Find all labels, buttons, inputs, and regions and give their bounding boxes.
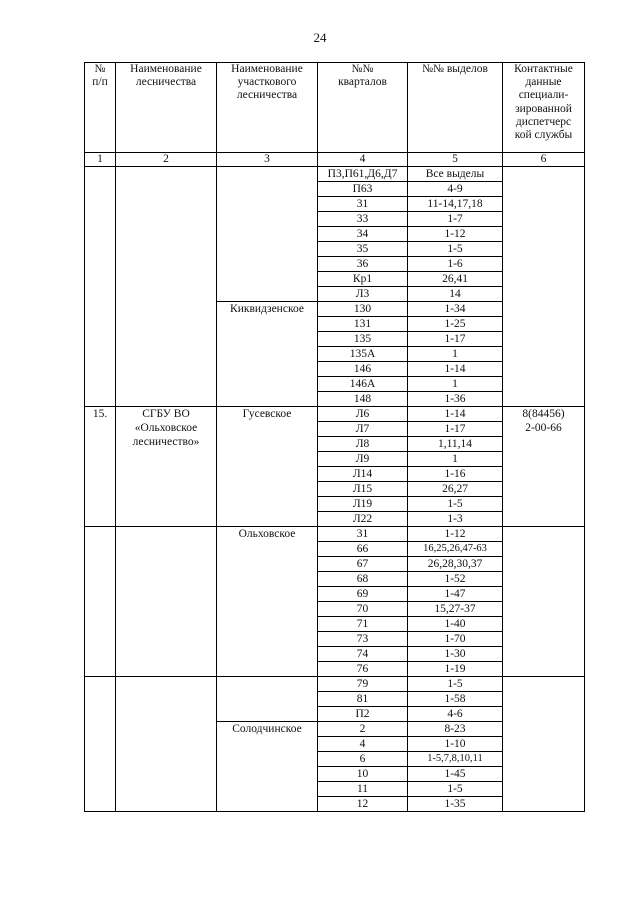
quarter-cell: 68 bbox=[318, 572, 408, 587]
forestry-name bbox=[116, 527, 217, 677]
plot-cell: 1,11,14 bbox=[408, 437, 503, 452]
quarter-cell: 135 bbox=[318, 332, 408, 347]
quarter-cell: 35 bbox=[318, 242, 408, 257]
subforestry-name: Солодчинское bbox=[217, 722, 318, 812]
plot-cell: 1 bbox=[408, 452, 503, 467]
table-row bbox=[85, 167, 585, 182]
quarter-cell: 146А bbox=[318, 377, 408, 392]
header-line: Контактные bbox=[514, 63, 573, 75]
header-line: лесничества bbox=[135, 76, 197, 89]
plot-cell: Все выделы bbox=[408, 167, 503, 182]
plot-cell: 1-5,7,8,10,11 bbox=[408, 752, 503, 767]
header-plots bbox=[408, 63, 503, 153]
header-line: специали- bbox=[518, 89, 569, 102]
plot-cell: 1-14 bbox=[408, 362, 503, 377]
header-line: кой службы bbox=[514, 129, 573, 142]
plot-cell: 1-47 bbox=[408, 587, 503, 602]
quarter-cell: 130 bbox=[318, 302, 408, 317]
quarter-cell: Л14 bbox=[318, 467, 408, 482]
header-line: кварталов bbox=[338, 76, 387, 89]
subforestry-name bbox=[217, 167, 318, 302]
quarter-cell: П2 bbox=[318, 707, 408, 722]
forestry-name-line: лесничество» bbox=[132, 436, 200, 448]
plot-cell: 1-19 bbox=[408, 662, 503, 677]
contact-cell bbox=[503, 527, 585, 677]
quarter-cell: Л7 bbox=[318, 422, 408, 437]
plot-cell: 1-58 bbox=[408, 692, 503, 707]
forestry-name bbox=[116, 407, 217, 527]
plot-cell: 26,27 bbox=[408, 482, 503, 497]
contact-cell bbox=[503, 677, 585, 812]
quarter-cell: 70 bbox=[318, 602, 408, 617]
header-forestry bbox=[116, 63, 217, 153]
contact-cell bbox=[503, 407, 585, 527]
forestry-name bbox=[116, 677, 217, 812]
subforestry-name: Гусевское bbox=[217, 407, 318, 527]
header-line: зированной bbox=[515, 102, 572, 115]
forestry-name bbox=[116, 167, 217, 407]
quarter-cell: 148 bbox=[318, 392, 408, 407]
column-number: 4 bbox=[318, 153, 408, 167]
contact-cell bbox=[503, 167, 585, 407]
plot-cell: 16,25,26,47-63 bbox=[408, 542, 503, 557]
quarter-cell: 81 bbox=[318, 692, 408, 707]
page-number: 24 bbox=[313, 30, 327, 45]
quarter-cell: 74 bbox=[318, 647, 408, 662]
plot-cell: 26,41 bbox=[408, 272, 503, 287]
plot-cell: 1-70 bbox=[408, 632, 503, 647]
column-number: 1 bbox=[85, 153, 116, 167]
quarter-cell: 146 bbox=[318, 362, 408, 377]
plot-cell: 1-5 bbox=[408, 242, 503, 257]
table-row bbox=[85, 407, 585, 422]
row-number: 15. bbox=[85, 407, 116, 527]
forestry-name-line: СГБУ ВО bbox=[142, 408, 190, 420]
header-line: диспетчерс bbox=[515, 115, 572, 128]
quarter-cell: Л15 bbox=[318, 482, 408, 497]
quarter-cell: 71 bbox=[318, 617, 408, 632]
plot-cell: 1-5 bbox=[408, 677, 503, 692]
plot-cell: 26,28,30,37 bbox=[408, 557, 503, 572]
forestry-table-body bbox=[85, 63, 585, 812]
plot-cell: 1-12 bbox=[408, 227, 503, 242]
quarter-cell: 66 bbox=[318, 542, 408, 557]
header-line: №№ bbox=[351, 63, 374, 75]
header-row bbox=[85, 63, 585, 153]
header-line: п/п bbox=[92, 76, 108, 89]
header-quarters bbox=[318, 63, 408, 153]
forestry-table bbox=[84, 62, 585, 812]
quarter-cell: 67 bbox=[318, 557, 408, 572]
quarter-cell: 131 bbox=[318, 317, 408, 332]
plot-cell: 1-34 bbox=[408, 302, 503, 317]
plot-cell: 4-6 bbox=[408, 707, 503, 722]
quarter-cell: 4 bbox=[318, 737, 408, 752]
quarter-cell: 36 bbox=[318, 257, 408, 272]
plot-cell: 1 bbox=[408, 347, 503, 362]
quarter-cell: П63 bbox=[318, 182, 408, 197]
plot-cell: 14 bbox=[408, 287, 503, 302]
plot-cell: 1-25 bbox=[408, 317, 503, 332]
plot-cell: 1-10 bbox=[408, 737, 503, 752]
quarter-cell: 33 bbox=[318, 212, 408, 227]
header-line: № bbox=[94, 63, 106, 75]
table-row bbox=[85, 527, 585, 542]
column-number: 2 bbox=[116, 153, 217, 167]
plot-cell: 1-45 bbox=[408, 767, 503, 782]
column-number: 6 bbox=[503, 153, 585, 167]
table-row bbox=[85, 677, 585, 692]
quarter-cell: П3,П61,Д6,Д7 bbox=[318, 167, 408, 182]
header-contact bbox=[503, 63, 585, 153]
quarter-cell: Л6 bbox=[318, 407, 408, 422]
column-number-row bbox=[85, 153, 585, 167]
quarter-cell: Л22 bbox=[318, 512, 408, 527]
column-number: 3 bbox=[217, 153, 318, 167]
plot-cell: 1-12 bbox=[408, 527, 503, 542]
plot-cell: 11-14,17,18 bbox=[408, 197, 503, 212]
header-line: №№ выделов bbox=[422, 63, 488, 75]
plot-cell: 1-17 bbox=[408, 422, 503, 437]
forestry-name-line: «Ольховское bbox=[134, 422, 198, 434]
header-line: Наименование bbox=[231, 63, 303, 75]
row-number bbox=[85, 167, 116, 407]
quarter-cell: 79 bbox=[318, 677, 408, 692]
quarter-cell: 76 bbox=[318, 662, 408, 677]
plot-cell: 1-40 bbox=[408, 617, 503, 632]
contact-line: 8(84456) bbox=[522, 408, 565, 420]
row-number bbox=[85, 527, 116, 677]
quarter-cell: 6 bbox=[318, 752, 408, 767]
column-number: 5 bbox=[408, 153, 503, 167]
subforestry-name: Киквидзенское bbox=[217, 302, 318, 407]
quarter-cell: Кр1 bbox=[318, 272, 408, 287]
quarter-cell: 69 bbox=[318, 587, 408, 602]
plot-cell: 8-23 bbox=[408, 722, 503, 737]
plot-cell: 4-9 bbox=[408, 182, 503, 197]
plot-cell: 1-30 bbox=[408, 647, 503, 662]
plot-cell: 1-5 bbox=[408, 497, 503, 512]
header-subforestry bbox=[217, 63, 318, 153]
plot-cell: 1-52 bbox=[408, 572, 503, 587]
row-number bbox=[85, 677, 116, 812]
quarter-cell: Л19 bbox=[318, 497, 408, 512]
subforestry-name: Ольховское bbox=[217, 527, 318, 677]
header-line: данные bbox=[525, 76, 562, 89]
plot-cell: 1-35 bbox=[408, 797, 503, 812]
contact-line: 2-00-66 bbox=[525, 422, 562, 434]
quarter-cell: Л9 bbox=[318, 452, 408, 467]
quarter-cell: 31 bbox=[318, 197, 408, 212]
plot-cell: 1-3 bbox=[408, 512, 503, 527]
plot-cell: 1-7 bbox=[408, 212, 503, 227]
plot-cell: 1-14 bbox=[408, 407, 503, 422]
plot-cell: 1-5 bbox=[408, 782, 503, 797]
plot-cell: 1-16 bbox=[408, 467, 503, 482]
quarter-cell: 12 bbox=[318, 797, 408, 812]
quarter-cell: 11 bbox=[318, 782, 408, 797]
header-line: лесничества bbox=[236, 89, 298, 102]
plot-cell: 15,27-37 bbox=[408, 602, 503, 617]
header-line: участкового bbox=[237, 76, 297, 89]
quarter-cell: 31 bbox=[318, 527, 408, 542]
quarter-cell: 135А bbox=[318, 347, 408, 362]
subforestry-name bbox=[217, 677, 318, 722]
quarter-cell: 73 bbox=[318, 632, 408, 647]
quarter-cell: 34 bbox=[318, 227, 408, 242]
header-number bbox=[85, 63, 116, 153]
plot-cell: 1-6 bbox=[408, 257, 503, 272]
plot-cell: 1-17 bbox=[408, 332, 503, 347]
header-line: Наименование bbox=[130, 63, 202, 75]
quarter-cell: Л8 bbox=[318, 437, 408, 452]
plot-cell: 1 bbox=[408, 377, 503, 392]
quarter-cell: 2 bbox=[318, 722, 408, 737]
plot-cell: 1-36 bbox=[408, 392, 503, 407]
quarter-cell: 10 bbox=[318, 767, 408, 782]
quarter-cell: Л3 bbox=[318, 287, 408, 302]
